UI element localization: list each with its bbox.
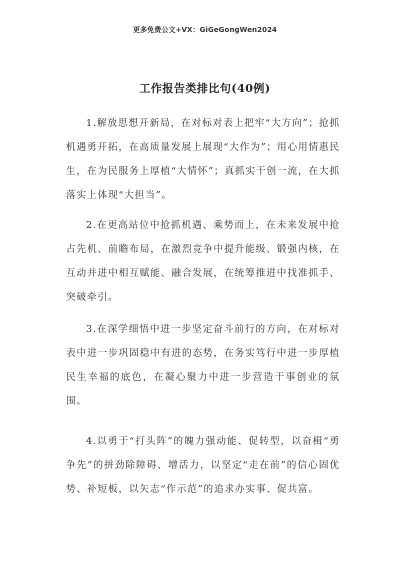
paragraph-text: 4.以勇于“打头阵”的魄力强动能、促转型，以奋楫“勇争先”的拼劲除障碍、增活力，以坚定“走在前”的信心固优势、补短板，以矢志“作示范”的追求办实事、促共富。 bbox=[66, 436, 340, 495]
paragraph-2 bbox=[66, 214, 340, 310]
paragraph-1 bbox=[66, 112, 340, 208]
paragraph-4 bbox=[66, 430, 340, 502]
paragraph-3 bbox=[66, 318, 340, 414]
paragraph-text: 2.在更高站位中抢抓机遇、乘势而上，在未来发展中抢占先机、前瞻布局，在激烈竞争中提升能级、锻强内核，在互动并进中相互赋能、融合发展，在统筹推进中找准抓手、突破牵引。 bbox=[66, 220, 340, 303]
paragraph-text: 1.解放思想开新局，在对标对表上把牢“大方向”；抢抓机遇勇开拓，在高质量发展上展现“大作为”；用心用情惠民生，在为民服务上厚植“大情怀”；真抓实干创一流，在大抓落实上体现“大担当”。 bbox=[66, 118, 340, 201]
document-title: 工作报告类排比句(40例) bbox=[139, 82, 271, 95]
header-note: 更多免费公文+VX：GiGeGongWen2024 bbox=[132, 26, 278, 34]
paragraph-text: 3.在深学细悟中进一步坚定奋斗前行的方向，在对标对表中进一步巩固稳中有进的态势，在务实笃行中进一步厚植民生幸福的底色，在凝心聚力中进一步营造干事创业的氛围。 bbox=[66, 324, 340, 407]
